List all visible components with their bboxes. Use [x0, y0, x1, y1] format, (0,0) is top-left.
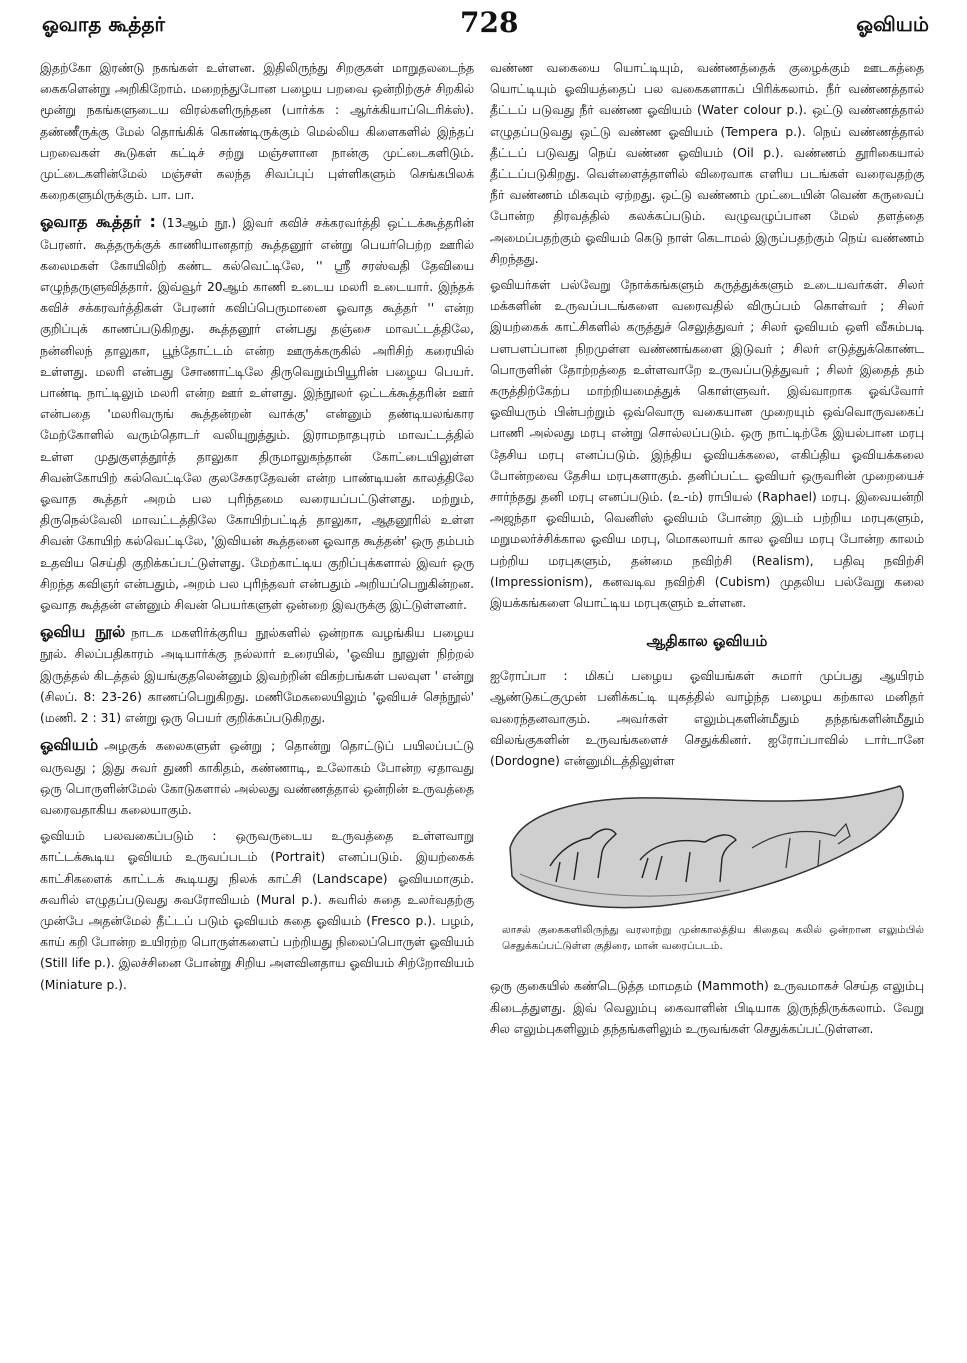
entry-body: (13ஆம் நூ.) இவர் கவிச் சக்கரவர்த்தி ஒட்டக்கூத்தரின் பேரனர். கூத்தருக்குக் காணியானதாற் கூத்தனூர் என்று பெயர்பெற்ற ஊரில் கலைமகள் கோயிலிற் கண்ட கல்வெட்டிலே, '' ஸ்ரீ சரஸ்வதி தேவியை எழுந்தருளுவித்தார். இவ்வூர் 20ஆம் காணி உடைய மலரி உடையார். இந்தக் கவிச் சக்கரவர்த்திகள் பேரனர் கவிப்பெருமானை ஓவாத கூத்தர் '' என்ற குறிப்புக் காணப்படுகிறது. கூத்தனூர் என்பது தஞ்சை மாவட்டத்திலே, நன்னிலந் தாலுகா, பூந்தோட்டம் என்ற ஊருக்கருகில் அரிசிற் கரையில் உள்ளது. மலரி என்பது சோணாட்டிலே திருவெறும்பியூரின் பழைய பெயர். பாண்டி நாட்டிலும் மலரி என்ற ஊர் உள்ளது. இந்நூலர் ஒட்டக்கூத்தரின் ஊர் என்பதை 'மலரிவருங் கூத்தன்றன் வாக்கு' என்னும் தண்டியலங்கார மேற்கோளில் வரும்தொடர் வலியுறுத்தும். இராமநாதபுரம் மாவட்டத்தில் உள்ள முதுகுளத்தூர்த் தாலுகா திருமாலுகந்தான் கோட்டையிலுள்ள சிவன்கோயிற் கல்வெட்டிலே குலசேகரதேவன் என்ற பாண்டியன் காலத்திலே ஓவாத கூத்தர் அறம் பல புரிந்தமை வரையப்பட்டுள்ளது. மற்றும், திருநெல்வேலி மாவட்டத்திலே கோயிற்பட்டித் தாலுகா, ஆதனூரில் உள்ள சிவன் கோயிற் கல்வெட்டிலே, 'இவியன் கூத்தனை ஓவாத கூத்தன்' ஒரு தம்பம் உதவிய செய்தி குறிக்கப்பட்டுள்ளது. மேற்காட்டிய குறிப்புக்களால் இவர் ஒரு சிறந்த கவிஞர் என்பதும், அறம் பல புரிந்தவர் என்பதும் அறியப்பெறுகின்றன. ஓவாத கூத்தன் என்னும் சிவன் பெயர்களுள் ஒன்றை இவருக்கு இட்டுள்ளனர். — [40, 216, 474, 613]
section-title: ஆதிகால ஓவியம் — [646, 632, 768, 651]
paragraph: இதற்கோ இரண்டு நகங்கள் உள்ளன. இதிலிருந்து சிறகுகள் மாறுதலடைந்த கைகளென்று அறிகிறோம். மறைந்துபோன பழைய பறவை ஒன்றிற்குச் சிறகில் மூன்று நகங்களுடைய விரல்களிருந்தன (பார்க்க : ஆர்க்கியாப்டெரிக்ஸ்). தண்ணீருக்கு மேல் தொங்கிக் கொண்டிருக்கும் மெல்லிய கிளைகளில் இந்தப் பறவைகள் கூடுகள் கட்டிச் சற்று மஞ்சளான நான்கு முட்டைகளிடும். முட்டைகளின்மேல் மஞ்சள் கலந்த சிவப்புப் புள்ளிகளும் செங்கபிலக் கறைகளுமிருக்கும். பா. பா. — [40, 61, 474, 203]
paragraph: ஐரோப்பா : மிகப் பழைய ஓவியங்கள் சுமார் முப்பது ஆயிரம் ஆண்டுகட்குமுன் பனிக்கட்டி யுகத்தில் வாழ்ந்த பழைய கற்கால மனிதர் வரைந்தனவாகும். அவர்கள் எலும்புகளின்மீதும் தந்தங்களின்மீதும் விலங்குகளின் உருவங்களைச் செதுக்கினர். ஐரோப்பாவில் டார்டானே (Dordogne) என்னுமிடத்திலுள்ள — [490, 669, 924, 769]
entry-oviya-nool — [40, 621, 474, 729]
running-head-left: ஓவாத கூத்தர் — [42, 12, 165, 36]
page-number: 728 — [460, 6, 519, 39]
entry-headword: ஓவிய நூல் — [40, 622, 126, 642]
entry-ovatha-koothar — [40, 211, 474, 616]
page-header — [0, 0, 967, 46]
bone-carving-figure — [490, 778, 924, 918]
bone-carving-illustration — [490, 778, 924, 918]
entry-headword: ஓவாத கூத்தர் : — [40, 212, 156, 232]
left-column — [40, 58, 474, 1348]
running-head-right: ஓவியம் — [856, 12, 929, 36]
paragraph: ஒரு குகையில் கண்டெடுத்த மாமதம் (Mammoth) உருவமாகச் செய்த எலும்பு கிடைத்துளது. இவ் வெலும்பு கைவாளின் பிடியாக இருந்திருக்கலாம். வேறு சில எலும்புகளிலும் தந்தங்களிலும் உருவங்கள் செதுக்கப்பட்டுள்ளன. — [490, 979, 924, 1036]
paragraph: ஓவியர்கள் பல்வேறு நோக்கங்களும் கருத்துக்களும் உடையவர்கள். சிலர் மக்களின் உருவப்படங்களை வரைவதில் விருப்பம் கொள்வர் ; சிலர் இயற்கைக் காட்சிகளில் கருத்துச் செலுத்துவர் ; சிலர் ஓவியம் ஒளி வீசும்படி பளபளப்பான நிறமுள்ள வண்ணங்களை இடுவர் ; சிலர் எடுத்துக்கொண்ட பொருளின் தோற்றத்தை உள்ளவாறே உருவப்படுத்துவர் ; சிலர் இதைத் தம் கருத்திற்கேற்ப மாற்றியமைத்துக் கொள்ளுவர். இவ்வாறாக ஓவ்வோர் ஓவியரும் பின்பற்றும் ஒவ்வொரு வகையான முறையும் ஒவ்வொருவகைப் பாணி அல்லது மரபு என்று சொல்லப்படும். ஒரு நாட்டிற்கே இயல்பான மரபு தேசிய மரபு எனப்படும். இந்திய ஓவியக்கலை, எகிப்திய ஓவியக்கலை போன்றவை தேசிய மரபுகளாகும். தனிப்பட்ட ஓவியர் ஒருவரின் முறையைச் சார்ந்தது தனி மரபு எனப்படும். (உ-ம்) ராபியல் (Raphael) மரபு. இவையன்றி அஜந்தா ஓவியம், வெனிஸ் ஓவியம் போன்ற இடம் பற்றிய மரபுகளும், மறுமலர்ச்சிக்கால ஓவிய மரபு, மொகலாயர் கால ஓவிய மரபு போன்ற காலம் பற்றிய மரபுகளும், தன்மை நவிற்சி (Realism), பதிவு நவிற்சி (Impressionism), கனவடிவ நவிற்சி (Cubism) முதலிய பல்வேறு கலை இயக்கங்களை யொட்டிய மரபுகளும் உள்ளன. — [490, 278, 924, 611]
right-column — [490, 58, 924, 1348]
entry-headword: ஓவியம் — [40, 735, 99, 755]
entry-body: நாடக மகளிர்க்குரிய நூல்களில் ஒன்றாக வழங்கிய பழைய நூல். சிலப்பதிகாரம் அடியார்க்கு நல்லார் உரையில், 'ஓவிய நூலுள் நிற்றல் இருத்தல் கிடத்தல் இயங்குதலென்னும் இவற்றின் விகற்பங்கள் பலவுள ' என்று (சிலப். 8: 23-26) காணப்பெறுகிறது. மணிமேகலையிலும் 'ஓவியச் செந்நூல்' (மணி. 2 : 31) என்று ஒரு பெயர் குறிக்கப்படுகிறது. — [40, 626, 474, 726]
paragraph: வண்ண வகையை யொட்டியும், வண்ணத்தைக் குழைக்கும் ஊடகத்தை யொட்டியும் ஓவியத்தைப் பல வகைகளாகப் பிரிக்கலாம். நீர் வண்ணத்தால் தீட்டப் படுவது நீர் வண்ண ஓவியம் (Water colour p.). ஒட்டு வண்ணத்தால் எழுதப்படுவது ஒட்டு வண்ண ஓவியம் (Tempera p.). நெய் வண்ணத்தால் தீட்டப் படுவது நெய் வண்ண ஓவியம் (Oil p.). வண்ணம் தூரிகையால் தீட்டப்படுகிறது. வெள்ளைத்தாளில் விரைவாக எளிய படங்கள் வரைவதற்கு நீர் வண்ணம் மிகவும் ஏற்றது. ஒட்டு வண்ணம் முட்டையின் வெண் கருவைப் போன்ற திரவத்தில் கலக்கப்படும். வழுவழுப்பான மேல் தளத்தை அமைப்பதற்கும் ஓவியம் கெடு நாள் கெடாமல் இருப்பதற்கும் நெய் வண்ணம் சிறந்தது. — [490, 61, 924, 266]
entry-body: அழகுக் கலைகளுள் ஒன்று ; தொன்று தொட்டுப் பயிலப்பட்டு வருவது ; இது சுவர் துணி காகிதம், கண்ணாடி, உலோகம் போன்ற ஏதாவது ஒரு பொருளின்மேல் கோடுகளால் அல்லது வண்ணத்தால் ஒன்றின் உருவத்தை வரைவதாகிய கலையாகும். — [40, 739, 474, 817]
figure-caption: லாசல் குகைகளிலிருந்து வரலாற்று முன்காலத்திய கிதைவு கலில் ஒன்றான எலும்பில் செதுக்கப்பட்டுள்ள குதிரை, மான் வரைப்படம். — [502, 924, 924, 953]
entry-oviyam — [40, 734, 474, 821]
paragraph: ஓவியம் பலவகைப்படும் : ஒருவருடைய உருவத்தை உள்ளவாறு காட்டக்கூடிய ஓவியம் உருவப்படம் (Portrait) எனப்படும். இயற்கைக் காட்சிகளைக் காட்டக் கூடியது நிலக் காட்சி (Landscape) ஓவியமாகும். சுவரில் எழுதப்படுவது சுவரோவியம் (Mural p.). சுவரில் சுதை உலர்வதற்கு முன்பே அதன்மேல் தீட்டப் படும் ஓவியம் சுதை ஓவியம் (Fresco p.). பழம், காய் கறி போன்ற உயிரற்ற பொருள்களைப் பற்றியது நிலைப்பொருள் ஓவியம் (Still life p.). இலச்சினை போன்று சிறிய அளவினதாய ஓவியம் சிற்றோவியம் (Miniature p.). — [40, 829, 474, 992]
